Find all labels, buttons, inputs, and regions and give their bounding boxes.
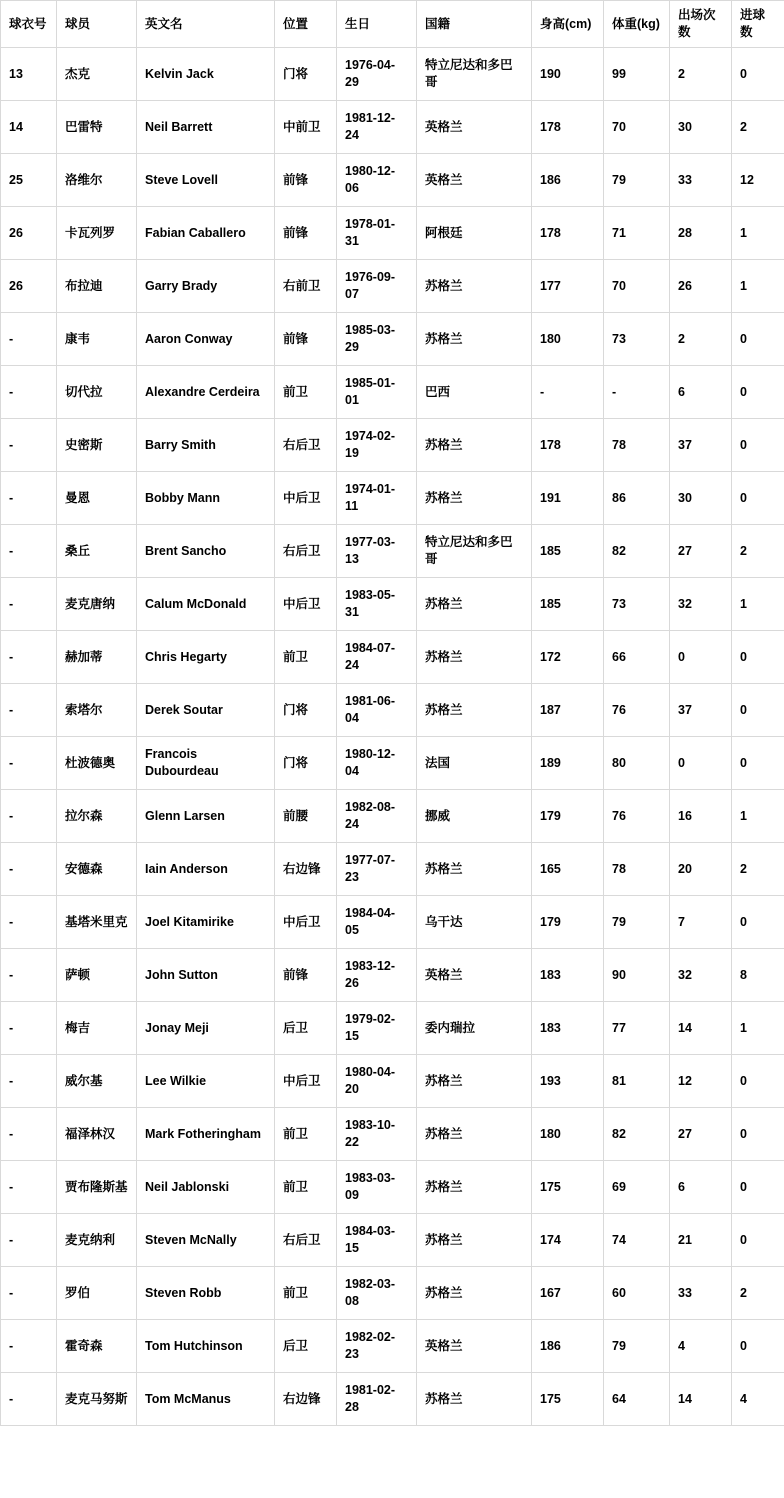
- cell-shirt-number: -: [1, 896, 57, 949]
- table-row: [1, 260, 784, 313]
- cell-height: 178: [532, 207, 604, 260]
- cell-weight: 76: [604, 790, 670, 843]
- table-row: [1, 366, 784, 419]
- column-header-shirt-number: 球衣号: [1, 1, 57, 48]
- cell-weight: 90: [604, 949, 670, 1002]
- cell-shirt-number: -: [1, 790, 57, 843]
- table-row: [1, 631, 784, 684]
- cell-nationality: 苏格兰: [417, 1373, 532, 1426]
- cell-appearances: 30: [670, 472, 732, 525]
- cell-goals: 0: [732, 684, 784, 737]
- cell-shirt-number: -: [1, 472, 57, 525]
- column-header-player: 球员: [57, 1, 137, 48]
- cell-appearances: 32: [670, 578, 732, 631]
- cell-player: 霍奇森: [57, 1320, 137, 1373]
- cell-position: 前卫: [275, 631, 337, 684]
- cell-english-name: Francois Dubourdeau: [137, 737, 275, 790]
- cell-appearances: 30: [670, 101, 732, 154]
- cell-birthday: 1984-04-05: [337, 896, 417, 949]
- cell-english-name: Barry Smith: [137, 419, 275, 472]
- cell-shirt-number: -: [1, 949, 57, 1002]
- cell-goals: 1: [732, 1002, 784, 1055]
- cell-goals: 12: [732, 154, 784, 207]
- cell-appearances: 6: [670, 366, 732, 419]
- cell-appearances: 2: [670, 313, 732, 366]
- cell-weight: 73: [604, 313, 670, 366]
- cell-height: 185: [532, 578, 604, 631]
- cell-appearances: 37: [670, 419, 732, 472]
- cell-english-name: Steve Lovell: [137, 154, 275, 207]
- cell-position: 前锋: [275, 154, 337, 207]
- cell-birthday: 1982-02-23: [337, 1320, 417, 1373]
- cell-height: 186: [532, 1320, 604, 1373]
- cell-shirt-number: 25: [1, 154, 57, 207]
- cell-goals: 2: [732, 525, 784, 578]
- table-row: [1, 101, 784, 154]
- cell-goals: 2: [732, 843, 784, 896]
- cell-height: 183: [532, 949, 604, 1002]
- cell-player: 基塔米里克: [57, 896, 137, 949]
- cell-birthday: 1979-02-15: [337, 1002, 417, 1055]
- cell-weight: 78: [604, 843, 670, 896]
- cell-nationality: 英格兰: [417, 154, 532, 207]
- cell-height: 193: [532, 1055, 604, 1108]
- cell-appearances: 7: [670, 896, 732, 949]
- cell-position: 前锋: [275, 207, 337, 260]
- cell-height: 174: [532, 1214, 604, 1267]
- table-row: [1, 525, 784, 578]
- column-header-goals: 进球数: [732, 1, 784, 48]
- cell-position: 门将: [275, 684, 337, 737]
- cell-nationality: 挪威: [417, 790, 532, 843]
- cell-height: 175: [532, 1373, 604, 1426]
- cell-goals: 0: [732, 1055, 784, 1108]
- cell-player: 罗伯: [57, 1267, 137, 1320]
- cell-height: 178: [532, 419, 604, 472]
- cell-goals: 2: [732, 101, 784, 154]
- cell-player: 萨顿: [57, 949, 137, 1002]
- cell-shirt-number: -: [1, 366, 57, 419]
- cell-player: 威尔基: [57, 1055, 137, 1108]
- cell-nationality: 苏格兰: [417, 260, 532, 313]
- cell-weight: 82: [604, 1108, 670, 1161]
- cell-english-name: Brent Sancho: [137, 525, 275, 578]
- column-header-weight: 体重(kg): [604, 1, 670, 48]
- cell-shirt-number: -: [1, 525, 57, 578]
- cell-shirt-number: -: [1, 1055, 57, 1108]
- cell-birthday: 1981-12-24: [337, 101, 417, 154]
- cell-appearances: 14: [670, 1002, 732, 1055]
- cell-nationality: 特立尼达和多巴哥: [417, 48, 532, 101]
- cell-english-name: Garry Brady: [137, 260, 275, 313]
- cell-player: 拉尔森: [57, 790, 137, 843]
- table-row: [1, 578, 784, 631]
- cell-english-name: Neil Barrett: [137, 101, 275, 154]
- cell-player: 杰克: [57, 48, 137, 101]
- cell-weight: 70: [604, 101, 670, 154]
- cell-english-name: Aaron Conway: [137, 313, 275, 366]
- cell-goals: 0: [732, 631, 784, 684]
- cell-birthday: 1983-05-31: [337, 578, 417, 631]
- cell-height: 179: [532, 896, 604, 949]
- cell-english-name: Steven Robb: [137, 1267, 275, 1320]
- cell-position: 右边锋: [275, 1373, 337, 1426]
- table-row: [1, 790, 784, 843]
- cell-appearances: 2: [670, 48, 732, 101]
- cell-player: 麦克纳利: [57, 1214, 137, 1267]
- cell-shirt-number: -: [1, 1108, 57, 1161]
- table-row: [1, 1002, 784, 1055]
- cell-english-name: Steven McNally: [137, 1214, 275, 1267]
- cell-player: 洛维尔: [57, 154, 137, 207]
- cell-shirt-number: -: [1, 684, 57, 737]
- cell-nationality: 苏格兰: [417, 578, 532, 631]
- cell-nationality: 特立尼达和多巴哥: [417, 525, 532, 578]
- cell-appearances: 33: [670, 154, 732, 207]
- cell-height: 190: [532, 48, 604, 101]
- cell-english-name: Joel Kitamirike: [137, 896, 275, 949]
- cell-nationality: 苏格兰: [417, 1108, 532, 1161]
- cell-appearances: 14: [670, 1373, 732, 1426]
- column-header-position: 位置: [275, 1, 337, 48]
- cell-goals: 0: [732, 737, 784, 790]
- cell-goals: 1: [732, 260, 784, 313]
- table-body: [1, 48, 784, 1426]
- cell-player: 梅吉: [57, 1002, 137, 1055]
- table-row: [1, 154, 784, 207]
- cell-goals: 8: [732, 949, 784, 1002]
- cell-birthday: 1984-07-24: [337, 631, 417, 684]
- cell-height: 186: [532, 154, 604, 207]
- cell-birthday: 1984-03-15: [337, 1214, 417, 1267]
- cell-position: 右后卫: [275, 525, 337, 578]
- cell-goals: 0: [732, 472, 784, 525]
- cell-goals: 0: [732, 366, 784, 419]
- cell-weight: 74: [604, 1214, 670, 1267]
- cell-weight: 99: [604, 48, 670, 101]
- cell-appearances: 0: [670, 631, 732, 684]
- cell-weight: 76: [604, 684, 670, 737]
- cell-height: 180: [532, 1108, 604, 1161]
- cell-appearances: 12: [670, 1055, 732, 1108]
- cell-appearances: 21: [670, 1214, 732, 1267]
- cell-goals: 0: [732, 896, 784, 949]
- cell-goals: 2: [732, 1267, 784, 1320]
- cell-shirt-number: 13: [1, 48, 57, 101]
- cell-weight: 77: [604, 1002, 670, 1055]
- cell-weight: 80: [604, 737, 670, 790]
- table-row: [1, 1108, 784, 1161]
- cell-shirt-number: -: [1, 1161, 57, 1214]
- cell-goals: 1: [732, 207, 784, 260]
- cell-nationality: 英格兰: [417, 949, 532, 1002]
- cell-english-name: Bobby Mann: [137, 472, 275, 525]
- cell-weight: 66: [604, 631, 670, 684]
- cell-player: 麦克唐纳: [57, 578, 137, 631]
- cell-english-name: Lee Wilkie: [137, 1055, 275, 1108]
- cell-appearances: 6: [670, 1161, 732, 1214]
- cell-nationality: 苏格兰: [417, 313, 532, 366]
- cell-english-name: Jonay Meji: [137, 1002, 275, 1055]
- cell-position: 中后卫: [275, 896, 337, 949]
- cell-goals: 0: [732, 1320, 784, 1373]
- cell-player: 切代拉: [57, 366, 137, 419]
- column-header-birthday: 生日: [337, 1, 417, 48]
- table-row: [1, 684, 784, 737]
- cell-nationality: 阿根廷: [417, 207, 532, 260]
- table-row: [1, 419, 784, 472]
- cell-position: 前腰: [275, 790, 337, 843]
- cell-height: 167: [532, 1267, 604, 1320]
- cell-goals: 0: [732, 48, 784, 101]
- cell-player: 麦克马努斯: [57, 1373, 137, 1426]
- header-row: [1, 1, 784, 48]
- cell-english-name: Calum McDonald: [137, 578, 275, 631]
- cell-appearances: 0: [670, 737, 732, 790]
- cell-appearances: 37: [670, 684, 732, 737]
- table-row: [1, 1373, 784, 1426]
- cell-birthday: 1985-03-29: [337, 313, 417, 366]
- cell-player: 贾布隆斯基: [57, 1161, 137, 1214]
- cell-shirt-number: 14: [1, 101, 57, 154]
- table-row: [1, 313, 784, 366]
- cell-position: 前锋: [275, 313, 337, 366]
- cell-weight: 79: [604, 154, 670, 207]
- cell-weight: 64: [604, 1373, 670, 1426]
- cell-player: 史密斯: [57, 419, 137, 472]
- cell-shirt-number: -: [1, 843, 57, 896]
- cell-height: 185: [532, 525, 604, 578]
- table-row: [1, 843, 784, 896]
- cell-position: 后卫: [275, 1320, 337, 1373]
- cell-nationality: 苏格兰: [417, 684, 532, 737]
- cell-english-name: Iain Anderson: [137, 843, 275, 896]
- cell-english-name: Fabian Caballero: [137, 207, 275, 260]
- cell-player: 安德森: [57, 843, 137, 896]
- cell-english-name: John Sutton: [137, 949, 275, 1002]
- cell-english-name: Neil Jablonski: [137, 1161, 275, 1214]
- column-header-appearances: 出场次数: [670, 1, 732, 48]
- cell-height: -: [532, 366, 604, 419]
- column-header-english-name: 英文名: [137, 1, 275, 48]
- cell-shirt-number: -: [1, 737, 57, 790]
- column-header-nationality: 国籍: [417, 1, 532, 48]
- cell-shirt-number: -: [1, 1267, 57, 1320]
- cell-birthday: 1976-04-29: [337, 48, 417, 101]
- cell-height: 191: [532, 472, 604, 525]
- cell-player: 巴雷特: [57, 101, 137, 154]
- cell-shirt-number: -: [1, 578, 57, 631]
- column-header-height: 身高(cm): [532, 1, 604, 48]
- cell-shirt-number: -: [1, 1002, 57, 1055]
- cell-nationality: 苏格兰: [417, 472, 532, 525]
- cell-shirt-number: -: [1, 1373, 57, 1426]
- cell-birthday: 1983-12-26: [337, 949, 417, 1002]
- cell-height: 180: [532, 313, 604, 366]
- cell-position: 前锋: [275, 949, 337, 1002]
- cell-birthday: 1978-01-31: [337, 207, 417, 260]
- cell-birthday: 1982-08-24: [337, 790, 417, 843]
- cell-goals: 0: [732, 419, 784, 472]
- cell-height: 187: [532, 684, 604, 737]
- cell-shirt-number: -: [1, 631, 57, 684]
- cell-nationality: 苏格兰: [417, 843, 532, 896]
- cell-weight: 73: [604, 578, 670, 631]
- cell-weight: 69: [604, 1161, 670, 1214]
- table-header: [1, 1, 784, 48]
- table-row: [1, 737, 784, 790]
- cell-shirt-number: -: [1, 313, 57, 366]
- cell-nationality: 苏格兰: [417, 1214, 532, 1267]
- cell-nationality: 委内瑞拉: [417, 1002, 532, 1055]
- cell-goals: 0: [732, 1161, 784, 1214]
- cell-goals: 0: [732, 1214, 784, 1267]
- cell-position: 右后卫: [275, 419, 337, 472]
- cell-nationality: 英格兰: [417, 101, 532, 154]
- cell-weight: 71: [604, 207, 670, 260]
- cell-goals: 0: [732, 1108, 784, 1161]
- cell-position: 门将: [275, 48, 337, 101]
- cell-weight: 79: [604, 896, 670, 949]
- cell-weight: 60: [604, 1267, 670, 1320]
- cell-position: 右后卫: [275, 1214, 337, 1267]
- table-row: [1, 1320, 784, 1373]
- cell-appearances: 27: [670, 525, 732, 578]
- cell-player: 康韦: [57, 313, 137, 366]
- cell-birthday: 1985-01-01: [337, 366, 417, 419]
- cell-birthday: 1976-09-07: [337, 260, 417, 313]
- table-row: [1, 1161, 784, 1214]
- cell-shirt-number: -: [1, 419, 57, 472]
- cell-nationality: 乌干达: [417, 896, 532, 949]
- table-row: [1, 1214, 784, 1267]
- cell-player: 杜波德奥: [57, 737, 137, 790]
- cell-position: 前卫: [275, 1161, 337, 1214]
- cell-nationality: 法国: [417, 737, 532, 790]
- cell-player: 索塔尔: [57, 684, 137, 737]
- cell-appearances: 26: [670, 260, 732, 313]
- cell-goals: 1: [732, 790, 784, 843]
- cell-height: 177: [532, 260, 604, 313]
- cell-position: 中前卫: [275, 101, 337, 154]
- cell-weight: 79: [604, 1320, 670, 1373]
- cell-weight: 86: [604, 472, 670, 525]
- cell-nationality: 苏格兰: [417, 419, 532, 472]
- cell-position: 中后卫: [275, 1055, 337, 1108]
- cell-english-name: Alexandre Cerdeira: [137, 366, 275, 419]
- cell-appearances: 20: [670, 843, 732, 896]
- cell-height: 183: [532, 1002, 604, 1055]
- cell-english-name: Kelvin Jack: [137, 48, 275, 101]
- cell-player: 福泽林汉: [57, 1108, 137, 1161]
- cell-nationality: 英格兰: [417, 1320, 532, 1373]
- cell-weight: -: [604, 366, 670, 419]
- cell-position: 门将: [275, 737, 337, 790]
- cell-position: 中后卫: [275, 578, 337, 631]
- cell-shirt-number: -: [1, 1320, 57, 1373]
- cell-position: 右前卫: [275, 260, 337, 313]
- cell-height: 165: [532, 843, 604, 896]
- cell-english-name: Tom Hutchinson: [137, 1320, 275, 1373]
- cell-weight: 78: [604, 419, 670, 472]
- cell-appearances: 27: [670, 1108, 732, 1161]
- cell-height: 175: [532, 1161, 604, 1214]
- cell-nationality: 苏格兰: [417, 1055, 532, 1108]
- cell-position: 前卫: [275, 1267, 337, 1320]
- cell-appearances: 16: [670, 790, 732, 843]
- cell-height: 172: [532, 631, 604, 684]
- cell-nationality: 苏格兰: [417, 1161, 532, 1214]
- cell-position: 后卫: [275, 1002, 337, 1055]
- cell-weight: 81: [604, 1055, 670, 1108]
- cell-nationality: 苏格兰: [417, 1267, 532, 1320]
- cell-goals: 0: [732, 313, 784, 366]
- cell-birthday: 1980-12-04: [337, 737, 417, 790]
- cell-birthday: 1980-04-20: [337, 1055, 417, 1108]
- cell-shirt-number: -: [1, 1214, 57, 1267]
- cell-shirt-number: 26: [1, 260, 57, 313]
- cell-player: 卡瓦列罗: [57, 207, 137, 260]
- cell-appearances: 28: [670, 207, 732, 260]
- cell-nationality: 苏格兰: [417, 631, 532, 684]
- cell-english-name: Chris Hegarty: [137, 631, 275, 684]
- cell-height: 178: [532, 101, 604, 154]
- cell-weight: 82: [604, 525, 670, 578]
- table-row: [1, 949, 784, 1002]
- table-row: [1, 1267, 784, 1320]
- cell-birthday: 1983-10-22: [337, 1108, 417, 1161]
- cell-english-name: Derek Soutar: [137, 684, 275, 737]
- cell-height: 189: [532, 737, 604, 790]
- cell-player: 桑丘: [57, 525, 137, 578]
- cell-birthday: 1982-03-08: [337, 1267, 417, 1320]
- cell-nationality: 巴西: [417, 366, 532, 419]
- cell-english-name: Mark Fotheringham: [137, 1108, 275, 1161]
- cell-birthday: 1977-03-13: [337, 525, 417, 578]
- cell-birthday: 1981-02-28: [337, 1373, 417, 1426]
- cell-birthday: 1983-03-09: [337, 1161, 417, 1214]
- cell-goals: 1: [732, 578, 784, 631]
- cell-appearances: 4: [670, 1320, 732, 1373]
- cell-birthday: 1977-07-23: [337, 843, 417, 896]
- cell-position: 右边锋: [275, 843, 337, 896]
- table-row: [1, 207, 784, 260]
- table-row: [1, 896, 784, 949]
- table-row: [1, 1055, 784, 1108]
- cell-english-name: Tom McManus: [137, 1373, 275, 1426]
- cell-goals: 4: [732, 1373, 784, 1426]
- cell-english-name: Glenn Larsen: [137, 790, 275, 843]
- cell-height: 179: [532, 790, 604, 843]
- cell-weight: 70: [604, 260, 670, 313]
- cell-position: 中后卫: [275, 472, 337, 525]
- table-row: [1, 472, 784, 525]
- cell-birthday: 1980-12-06: [337, 154, 417, 207]
- cell-appearances: 32: [670, 949, 732, 1002]
- cell-shirt-number: 26: [1, 207, 57, 260]
- cell-position: 前卫: [275, 366, 337, 419]
- cell-appearances: 33: [670, 1267, 732, 1320]
- cell-player: 布拉迪: [57, 260, 137, 313]
- cell-birthday: 1974-01-11: [337, 472, 417, 525]
- table-row: [1, 48, 784, 101]
- cell-birthday: 1974-02-19: [337, 419, 417, 472]
- cell-birthday: 1981-06-04: [337, 684, 417, 737]
- cell-player: 曼恩: [57, 472, 137, 525]
- cell-position: 前卫: [275, 1108, 337, 1161]
- cell-player: 赫加蒂: [57, 631, 137, 684]
